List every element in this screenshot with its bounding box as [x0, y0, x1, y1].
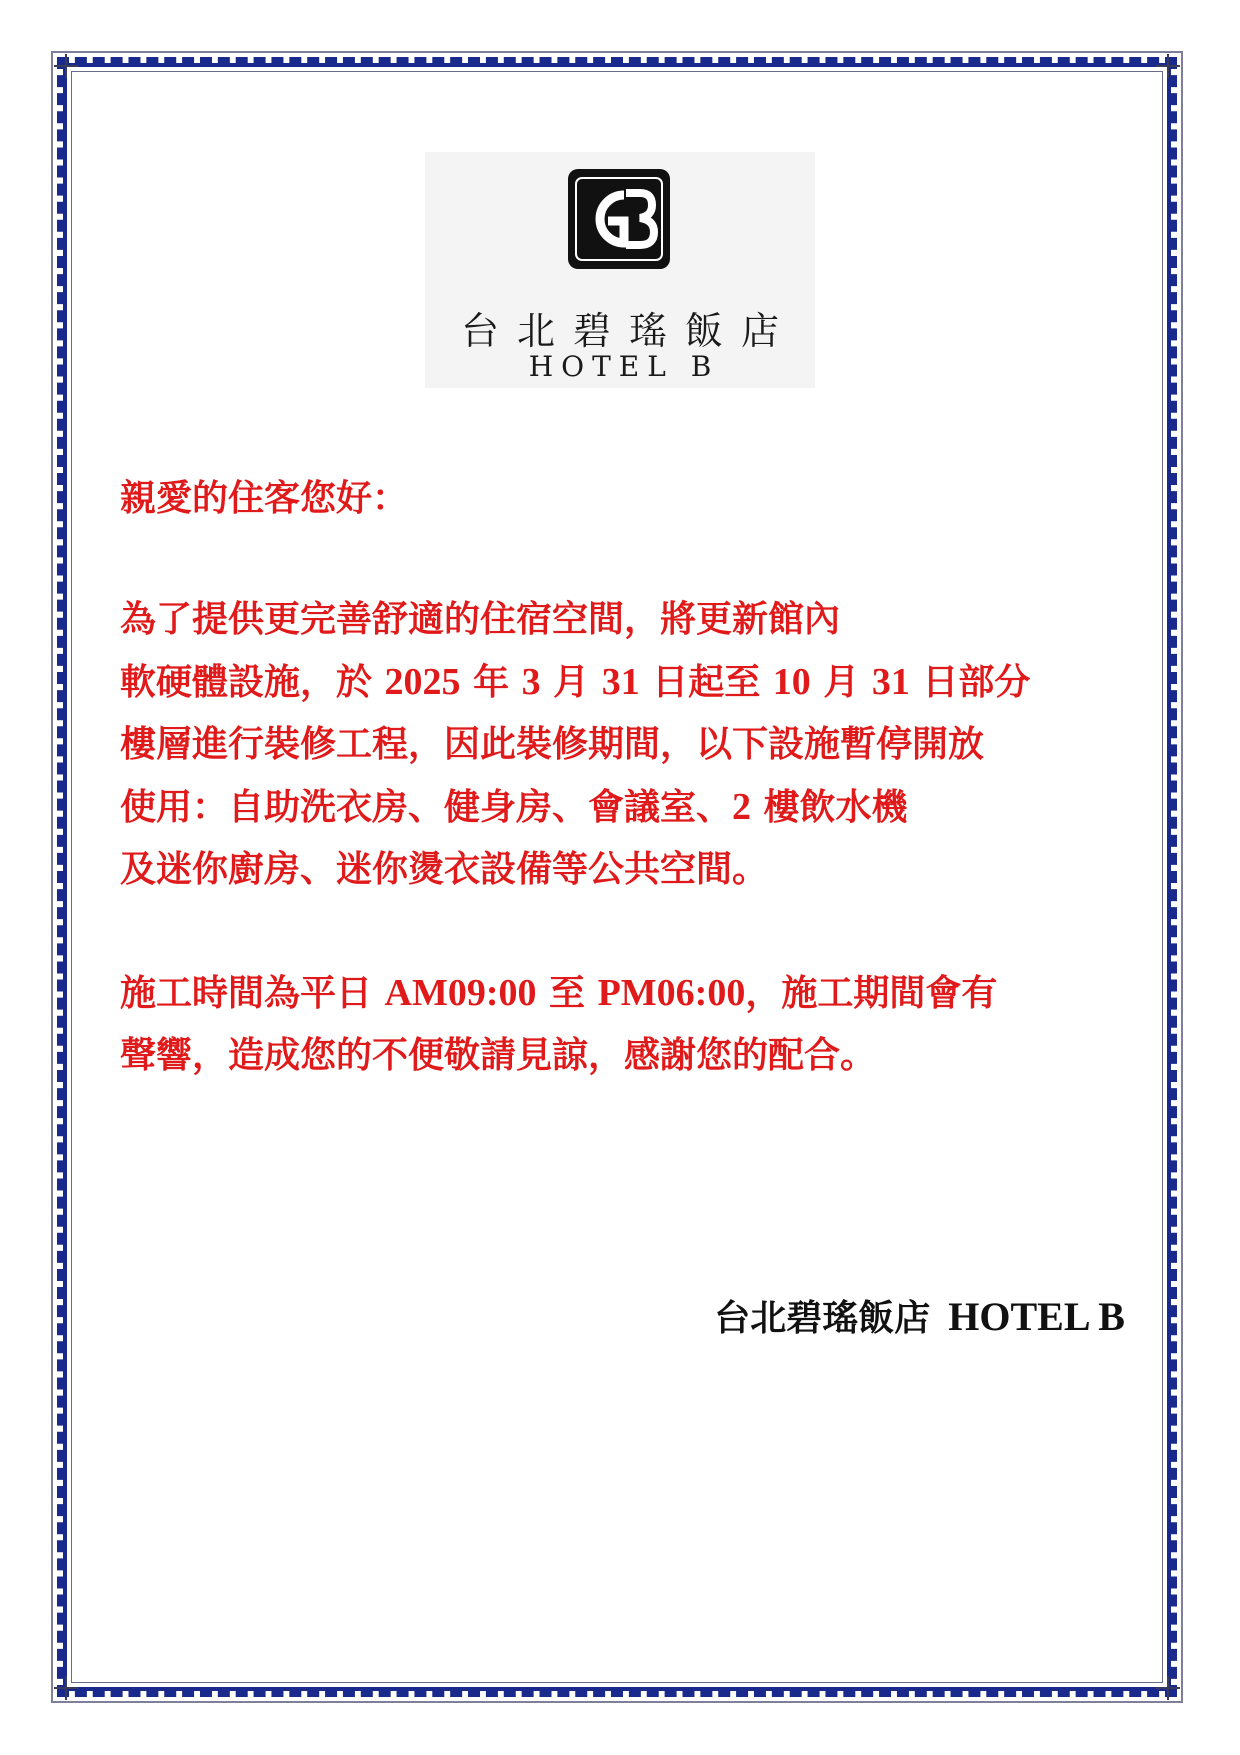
paragraph-line: 樓層進行裝修工程，因此裝修期間，以下設施暫停開放 — [120, 724, 985, 765]
signature — [714, 1290, 1125, 1341]
corner-ornament-icon — [54, 1676, 78, 1700]
corner-ornament-icon — [54, 54, 78, 78]
paragraph-line-hours: 施工時間為平日 AM09:00 至 PM06:00，施工期間會有 — [120, 972, 998, 1014]
paragraph-line: 及迷你廚房、迷你燙衣設備等公共空間。 — [120, 849, 769, 890]
logo-name-english: HOTEL B — [528, 350, 720, 383]
greeting: 親愛的住客您好： — [120, 478, 409, 519]
paragraph-line-facilities: 使用：自助洗衣房、健身房、會議室、2 樓飲水機 — [120, 786, 908, 828]
hotel-logo — [425, 152, 815, 388]
signature-name-english: HOTEL B — [948, 1294, 1125, 1339]
corner-ornament-icon — [1156, 54, 1180, 78]
notice-paragraph-hours — [120, 962, 1130, 1087]
gb-monogram-icon — [568, 169, 670, 269]
paragraph-line: 為了提供更完善舒適的住宿空間，將更新館內 — [120, 599, 841, 640]
notice-paragraph-renovation — [120, 589, 1130, 901]
logo-name-chinese: 台北碧瑤飯店 — [460, 309, 797, 353]
paragraph-line: 聲響，造成您的不便敬請見諒，感謝您的配合。 — [120, 1035, 877, 1076]
paragraph-line-dates: 軟硬體設施，於 2025 年 3 月 31 日起至 10 月 31 日部分 — [120, 661, 1031, 703]
corner-ornament-icon — [1156, 1676, 1180, 1700]
signature-name-chinese: 台北碧瑤飯店 — [714, 1298, 931, 1339]
